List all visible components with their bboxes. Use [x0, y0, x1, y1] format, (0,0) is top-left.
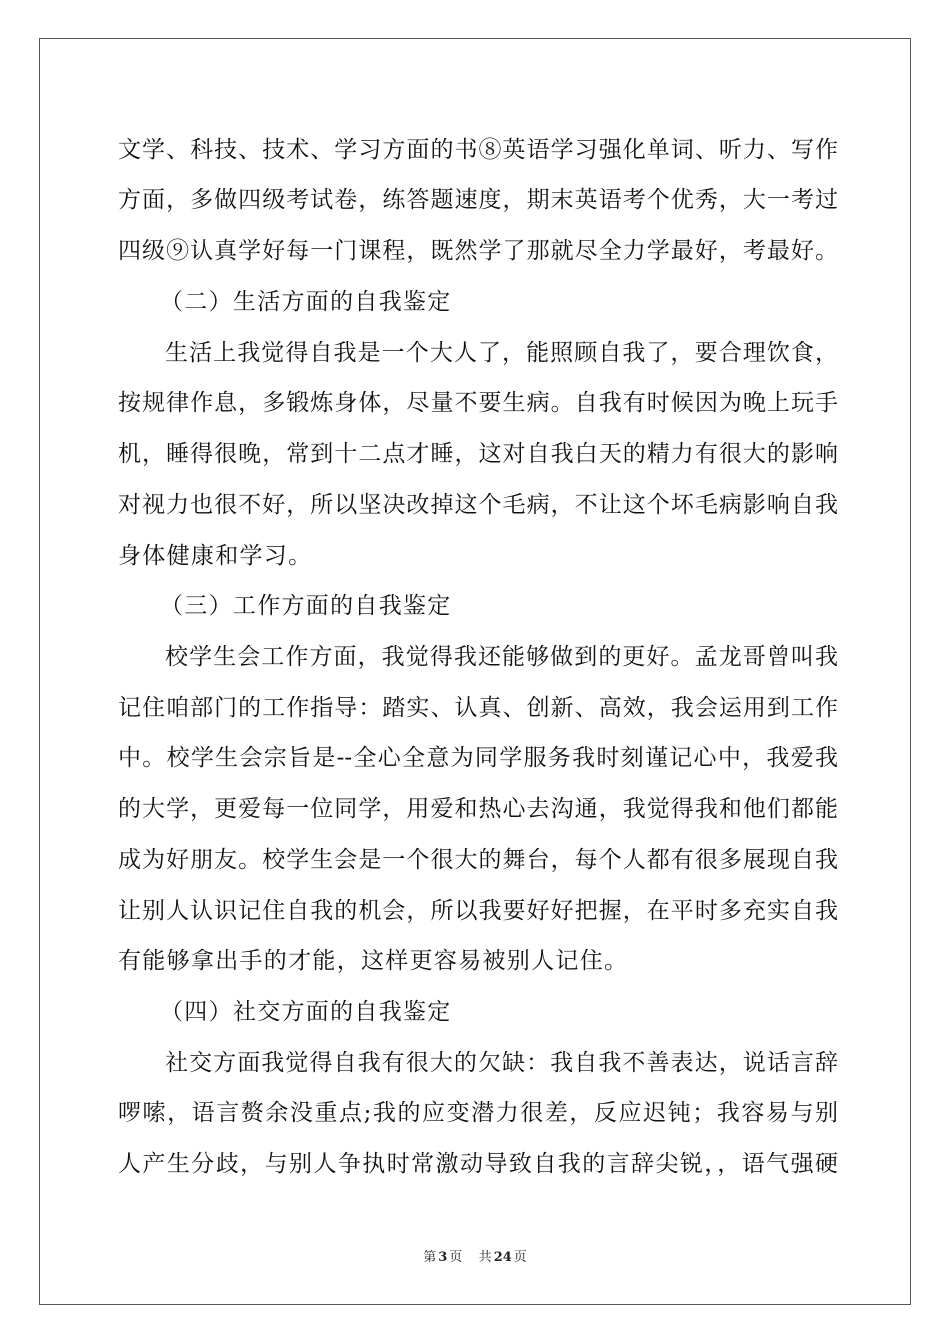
page-number: 3 [438, 1250, 448, 1265]
body-line-8: 对视力也很不好，所以坚决改掉这个毛病，不让这个坏毛病影响自我 [118, 492, 838, 518]
body-line-19: 社交方面我觉得自我有很大的欠缺：我自我不善表达，说话言辞 [165, 1050, 838, 1076]
total-prefix: 共 [478, 1250, 492, 1265]
body-line-16: 让别人认识记住自我的机会，所以我要好好把握，在平时多充实自我 [118, 898, 838, 924]
body-line-5: 生活上我觉得自我是一个大人了，能照顾自我了，要合理饮食， [165, 340, 838, 366]
body-line-6: 按规律作息，多锻炼身体，尽量不要生病。自我有时候因为晚上玩手 [118, 390, 838, 416]
section-heading-3: （三）工作方面的自我鉴定 [160, 593, 452, 619]
body-line-21: 人产生分歧，与别人争执时常激动导致自我的言辞尖锐，，语气强硬 [118, 1151, 838, 1177]
body-line-3: 四级⑨认真学好每一门课程，既然学了那就尽全力学最好，考最好。 [118, 238, 838, 264]
body-line-14: 的大学，更爱每一位同学，用爱和热心去沟通，我觉得我和他们都能 [118, 796, 838, 822]
page-footer [0, 1246, 950, 1265]
page-suffix: 页 [449, 1250, 463, 1265]
body-line-11: 校学生会工作方面，我觉得我还能够做到的更好。孟龙哥曾叫我 [165, 644, 838, 670]
body-line-12: 记住咱部门的工作指导：踏实、认真、创新、高效，我会运用到工作 [118, 695, 838, 721]
section-heading-4: （四）社交方面的自我鉴定 [160, 999, 452, 1025]
body-line-9: 身体健康和学习。 [118, 543, 313, 569]
body-line-13: 中。校学生会宗旨是--全心全意为同学服务我时刻谨记心中，我爱我 [118, 745, 838, 771]
body-line-7: 机，睡得很晚，常到十二点才睡，这对自我白天的精力有很大的影响 [118, 441, 838, 467]
body-line-15: 成为好朋友。校学生会是一个很大的舞台，每个人都有很多展现自我 [118, 847, 838, 873]
section-heading-2: （二）生活方面的自我鉴定 [160, 289, 452, 315]
body-line-20: 啰嗦，语言赘余没重点;我的应变潜力很差，反应迟钝；我容易与别 [118, 1100, 838, 1126]
page-prefix: 第 [423, 1250, 437, 1265]
total-pages: 24 [493, 1250, 512, 1265]
total-suffix: 页 [513, 1250, 527, 1265]
body-line-17: 有能够拿出手的才能，这样更容易被别人记住。 [118, 948, 629, 974]
body-line-1: 文学、科技、技术、学习方面的书⑧英语学习强化单词、听力、写作 [118, 137, 838, 163]
body-line-2: 方面，多做四级考试卷，练答题速度，期末英语考个优秀，大一考过 [118, 187, 838, 213]
